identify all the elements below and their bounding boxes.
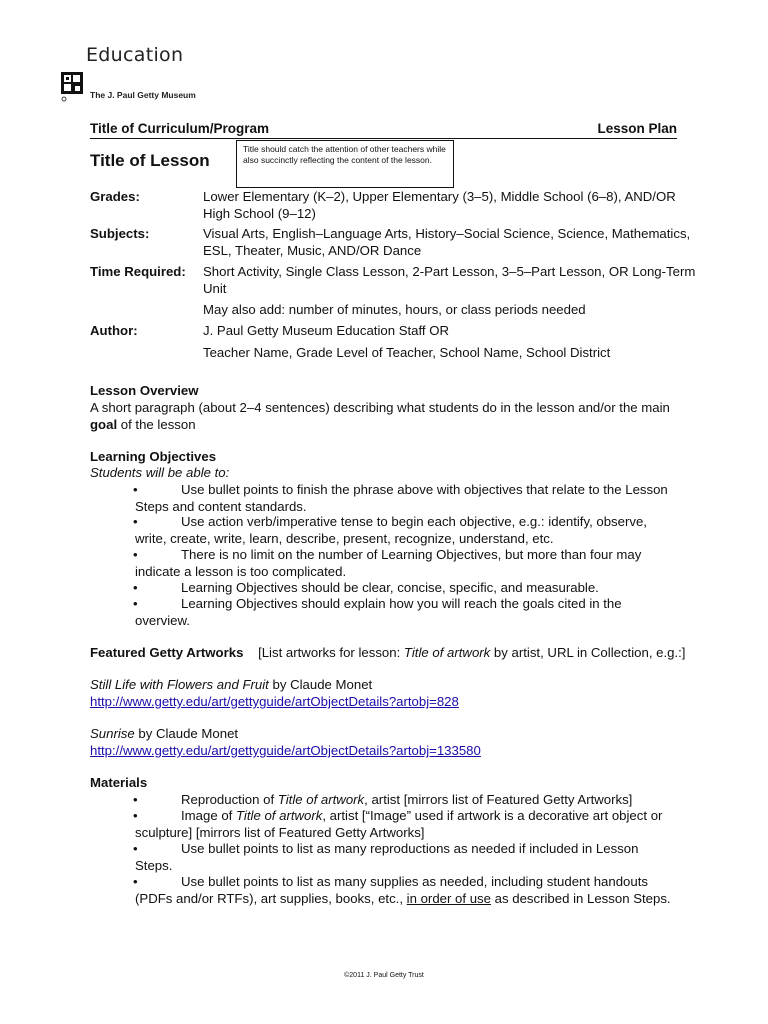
artwork-item: Still Life with Flowers and Fruit by Claude Monet (90, 677, 373, 692)
subjects-value: Visual Arts, English–Language Arts, History–Social Science, Science, Mathematics, ESL, Theater, Music, AND/OR Dance (203, 226, 691, 258)
list-item: • Learning Objectives should explain how you will reach the goals cited in the overview. (133, 596, 622, 628)
title-line (90, 121, 677, 139)
list-item: • Use action verb/imperative tense to begin each objective, e.g.: identify, observe, write, create, write, learn, describe, present, recognize, understand, etc. (133, 514, 647, 546)
bullet-icon: • (133, 874, 138, 889)
museum-name: The J. Paul Getty Museum (90, 90, 196, 100)
curriculum-title: Title of Curriculum/Program (90, 121, 270, 136)
lesson-plan-label: Lesson Plan (597, 121, 677, 136)
objectives-intro: Students will be able to: (90, 465, 230, 480)
bullet-icon: • (133, 792, 138, 807)
subjects-label: Subjects: (90, 226, 150, 241)
copyright-footer: ©2011 J. Paul Getty Trust (344, 972, 424, 979)
list-item: • Use bullet points to finish the phrase above with objectives that relate to the Lesson Steps and content standards. (133, 482, 668, 514)
getty-logo-icon (61, 72, 83, 102)
bullet-icon: • (133, 841, 138, 856)
artworks-title: Featured Getty Artworks (90, 645, 244, 660)
bullet-icon: • (133, 547, 138, 562)
time-value: Short Activity, Single Class Lesson, 2-Part Lesson, 3–5–Part Lesson, OR Long-Term Unit (203, 264, 696, 296)
materials-title: Materials (90, 775, 148, 790)
artwork-link[interactable]: http://www.getty.edu/art/gettyguide/artObjectDetails?artobj=133580 (90, 743, 481, 758)
lesson-title: Title of Lesson (90, 151, 210, 170)
artworks-header: Featured Getty Artworks [List artworks for lesson: Title of artwork by artist, URL in Collection, e.g.:] (90, 645, 686, 660)
list-item: • There is no limit on the number of Learning Objectives, but more than four may indicate a lesson is too complicated. (133, 547, 642, 579)
author-extra: Teacher Name, Grade Level of Teacher, School Name, School District (203, 345, 611, 360)
list-item: • Use bullet points to list as many supplies as needed, including student handouts (PDFs and/or RTFs), art supplies, books, etc., in order of use as described in Lesson Steps. (133, 874, 671, 906)
grades-value: Lower Elementary (K–2), Upper Elementary (3–5), Middle School (6–8), AND/OR High School (9–12) (203, 189, 676, 221)
time-extra: May also add: number of minutes, hours, or class periods needed (203, 302, 586, 317)
artwork-title: Still Life with Flowers and Fruit (90, 677, 269, 692)
list-item: • Reproduction of Title of artwork, artist [mirrors list of Featured Getty Artworks] (133, 792, 633, 807)
objectives-title: Learning Objectives (90, 449, 217, 464)
list-item: • Image of Title of artwork, artist [“Image” used if artwork is a decorative art object or sculpture] [mirrors list of Featured Getty Artworks] (133, 808, 663, 840)
time-label: Time Required: (90, 264, 186, 279)
grades-label: Grades: (90, 189, 140, 204)
bullet-icon: • (133, 514, 138, 529)
title-callout: Title should catch the attention of other teachers while also succinctly reflecting the content of the lesson. (236, 140, 454, 188)
artwork-title: Sunrise (90, 726, 135, 741)
list-item: • Use bullet points to list as many reproductions as needed if included in Lesson Steps. (133, 841, 639, 873)
author-label: Author: (90, 323, 138, 338)
overview-title: Lesson Overview (90, 383, 199, 398)
bullet-icon: • (133, 596, 138, 611)
education-logo-text: Education (86, 44, 184, 66)
bullet-icon: • (133, 482, 138, 497)
list-item: • Learning Objectives should be clear, concise, specific, and measurable. (133, 580, 599, 595)
author-value: J. Paul Getty Museum Education Staff OR (203, 323, 450, 338)
bullet-icon: • (133, 580, 138, 595)
artwork-link[interactable]: http://www.getty.edu/art/gettyguide/artObjectDetails?artobj=828 (90, 694, 459, 709)
artwork-item: Sunrise by Claude Monet (90, 726, 239, 741)
bullet-icon: • (133, 808, 138, 823)
overview-text: A short paragraph (about 2–4 sentences) describing what students do in the lesson and/or the main goal of the lesson (90, 400, 670, 432)
